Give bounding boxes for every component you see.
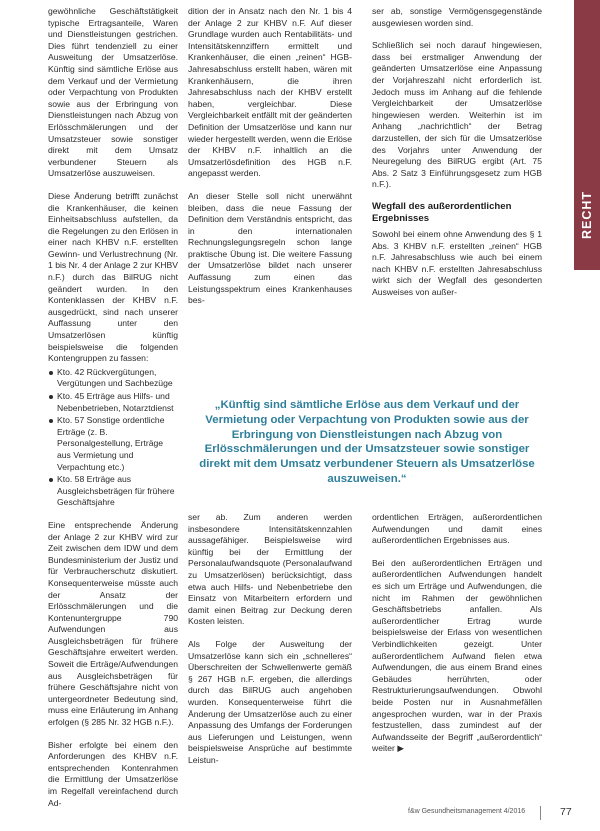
paragraph: Sowohl bei einem ohne Anwendung des § 1 Abs. 3 KHBV n.F. erstellten „reinen“ HGB n.F. Jahresabschluss wie auch bei einem nach KHBV n.F. erstellten Jahresabschluss wirkt sich der Wegfall des gesonderten Ausweises von außer- bbox=[372, 228, 542, 297]
list-item: Kto. 57 Sonstige ordentliche Erträge (z. B. Personalgestellung, Erträge aus Vermietung und Verpachtung etc.) bbox=[48, 415, 178, 473]
journal-name: f&w Gesundheitsmanagement 4/2016 bbox=[408, 808, 526, 815]
paragraph: gewöhnliche Geschäftstätigkeit typische Ertragsanteile, Waren und Dienstleistungen gestrichen. Dies führt tendenziell zu einer Ausweitung der Umsatzerlöse. Künftig sind sämtliche Erlöse aus dem Verkauf und der Vermietung oder Verpachtung von Produkten sowie aus der Erbringung von Dienstleistungen nach Abzug von Erlösschmälerungen und der Umsatzsteuer sowie sonstiger direkt mit dem Umsatz verbundener Steuern als Umsatzerlöse auszuweisen. bbox=[48, 6, 178, 179]
account-list bbox=[48, 367, 178, 509]
paragraph: Schließlich sei noch darauf hingewiesen, dass bei erstmaliger Anwendung der geänderten Umsatzerlöse eine Anpassung der Vorjahreszahl nicht erforderlich ist. Jedoch muss im Anhang auf die fehlende Vergleichbarkeit der Umsatzerlöse hingewiesen werden. Weiterhin ist im Anhang „nachrichtlich“ der Betrag darzustellen, der sich für die Umsatzerlöse des Vorjahrs unter Anwendung der Neuregelung des BilRUG ergibt (Art. 75 Abs. 2 Satz 3 Einführungsgesetz zum HGB n.F.). bbox=[372, 40, 542, 190]
text-column-2-lower bbox=[188, 512, 352, 766]
footer-divider bbox=[540, 806, 541, 820]
paragraph: Als Folge der Ausweitung der Umsatzerlöse kann sich ein „schnelleres“ Überschreiten der Schwellenwerte gemäß § 267 HGB n.F. ergeben, die allerdings durch das BilRUG auch angehoben wurden. Konsequenterweise führt die Änderung der Umsatzerlöse auch zu einer Anpassung des Umfangs der Forderungen aus Lieferungen und Leistungen, wenn beispielsweise Ansprüche auf bestimmte Leistun- bbox=[188, 638, 352, 765]
text-column-3-lower bbox=[372, 512, 542, 755]
page-number: 77 bbox=[560, 806, 572, 818]
side-tab-label: RECHT bbox=[580, 190, 594, 240]
text-column-2 bbox=[188, 6, 352, 307]
list-item: Kto. 42 Rückvergütungen, Vergütungen und Sachbezüge bbox=[48, 367, 178, 390]
pull-quote: „Künftig sind sämtliche Erlöse aus dem Verkauf und der Vermietung oder Verpachtung von Produkten sowie aus der Erbringung von Dienstleistungen nach Abzug von Erlösschmälerungen und der Umsatzsteuer sowie sonstiger direkt mit dem Umsatz verbundener Steuern als Umsatzerlöse auszuweisen.“ bbox=[199, 399, 535, 485]
section-heading: Wegfall des außerordentlichen Ergebnisses bbox=[372, 200, 512, 224]
list-item: Kto. 58 Erträge aus Ausgleichsbeträgen für frühere Geschäftsjahre bbox=[48, 474, 178, 509]
list-item: Kto. 45 Erträge aus Hilfs- und Nebenbetrieben, Notarztdienst bbox=[48, 391, 178, 414]
page-footer bbox=[0, 806, 600, 822]
text-column-3 bbox=[372, 6, 542, 298]
paragraph: ser ab. Zum anderen werden insbesondere Intensitätskennzahlen aussagefähiger. Beispielsweise wird künftig bei der Ermittlung der Personalaufwandsquote (Personalaufwand zu Umsatzerlösen) berücksichtigt, dass etwa auch Hilfs- und Nebenbetriebe den Einsatz von Mitarbeitern erfordern und damit einen Beitrag zur Deckung deren Kosten leisten. bbox=[188, 512, 352, 627]
paragraph: dition der in Ansatz nach den Nr. 1 bis 4 der Anlage 2 zur KHBV n.F. Auf dieser Grundlage wurden auch Rentabilitäts- und Intensitätskennziffern ermittelt und Krankenhäuser, die einen „reinen“ HGB-Jahresabschluss erstellt haben, wären mit Krankenhäusern, die ihren Jahresabschluss nach der KHBV erstellt haben, vergleichbar. Diese Vergleichbarkeit entfällt mit der geänderten Definition der Umsatzerlöse und kann nur wieder hergestellt werden, wenn die Erlöse der KHBV n.F. inhaltlich an die Umsatzerlösdefinition des HGB n.F. angepasst werden. bbox=[188, 6, 352, 179]
paragraph: ser ab, sonstige Vermögensgegenstände ausgewiesen worden sind. bbox=[372, 6, 542, 28]
paragraph-text: Bei den außerordentlichen Erträgen und außerordentlichen Aufwendungen handelt es sich um Erträge und Aufwendungen, die nicht im Rahmen der gewöhnlichen Geschäftsbetriebs anfallen. Als außerordentlicher Ertrag wurde beispielsweise der Erlass von wesentlichen Verbindlichkeiten gezeigt. Unter außerordentlichem Aufwand fielen etwa Aufwendungen, die aus einem Brand eines Gebäudes herrührten, oder Restrukturierungsaufwendungen. Obwohl beide Posten nur in Ausnahmefällen angesprochen wurden, war in der Praxis festzustellen, dass zumindest auf der Aufwandsseite der Begriff „außerordentlich“ weiter bbox=[372, 557, 542, 754]
paragraph: An dieser Stelle soll nicht unerwähnt bleiben, dass die neue Fassung der Definition dem Verständnis entspricht, das in den internationalen Rechnungslegungsregeln schon lange praktische Übung ist. Die weitere Fassung der Umsatzerlöse bildet nach unserer Auffassung zum einen das Leistungsspektrum eines Krankenhauses bes- bbox=[188, 190, 352, 306]
text-column-1 bbox=[48, 6, 178, 809]
paragraph: Eine entsprechende Änderung der Anlage 2 zur KHBV wird zur Zeit zwischen dem IDW und dem Bundesministerium der Justiz und für Verbraucherschutz diskutiert. Konsequenterweise müsste auch der Ansatz der Erlösschmälerungen und die Kontenuntergruppe 790 Aufwendungen aus Ausgleichsbeträgen für frühere Geschäftsjahre erweitert werden. Soweit die Erträge/Aufwendungen aus Ausgleichsbeträgen für frühere Geschäftsjahre nicht von untergeordneter Bedeutung sind, muss eine Erläuterung im Anhang erfolgen (§ 285 Nr. 32 HGB n.F.). bbox=[48, 519, 178, 728]
paragraph bbox=[372, 558, 542, 755]
continue-arrow-icon: ▶ bbox=[397, 743, 404, 754]
paragraph: Diese Änderung betrifft zunächst die Krankenhäuser, die keinen Einheitsabschluss aufstellen, da die Regelungen zu den Erlösen in einer nach KHBV n.F. erstellten Gewinn- und Verlustrechnung (Nr. 1 bis Nr. 4 der Anlage 2 zur KHBV n.F.) durch das BilRUG nicht geändert wurden. In den Kontenklassen der KHBV n.F. ausgedrückt, sind nach unserer Auffassung unter den Umsatzerlösen künftig beispielsweise die folgenden Kontengruppen zu fassen: bbox=[48, 190, 178, 364]
paragraph: Bisher erfolgte bei einem den Anforderungen des KHBV n.F. entsprechenden Kontenrahmen die Ermittlung der Umsatzerlöse im Regelfall vereinfachend durch Ad- bbox=[48, 739, 178, 808]
paragraph: ordentlichen Erträgen, außerordentlichen Aufwendungen und damit eines außerordentlichen Ergebnisses aus. bbox=[372, 512, 542, 546]
